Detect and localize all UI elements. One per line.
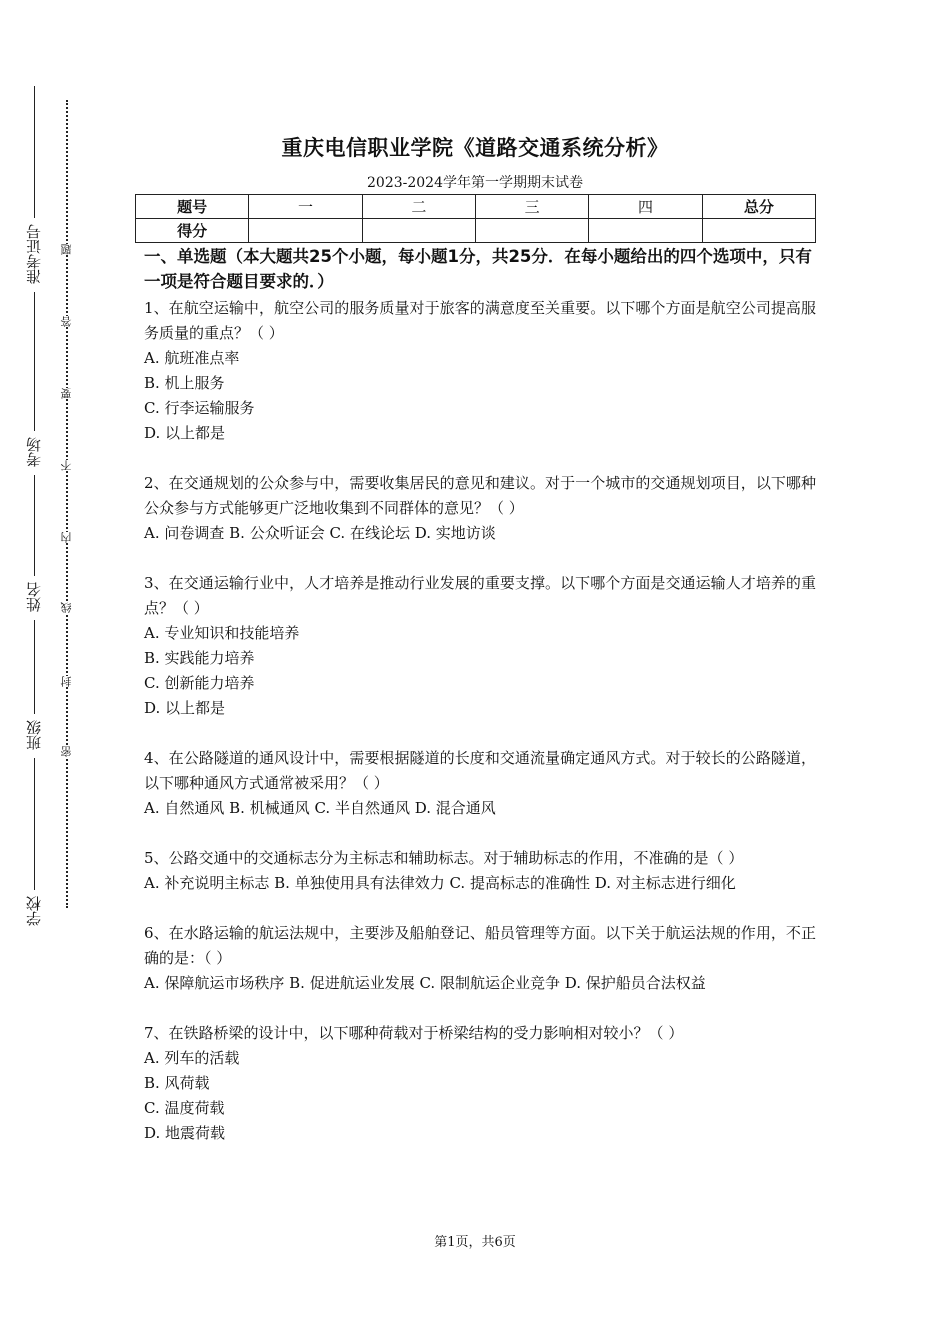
- exam-subtitle: 2023-2024学年第一学期期末试卷: [367, 175, 583, 191]
- question-item: [144, 296, 816, 446]
- score-cell[interactable]: [475, 219, 588, 243]
- question-option: A. 航班准点率: [144, 349, 240, 367]
- question-item: [144, 746, 816, 821]
- binding-field-class: [20, 620, 48, 750]
- question-option: A. 补充说明主标志 B. 单独使用具有法律效力 C. 提高标志的准确性 D. 对主标志进行细化: [144, 874, 736, 892]
- exam-title: 重庆电信职业学院《道路交通系统分析》: [281, 136, 669, 160]
- question-item: [144, 571, 816, 721]
- binding-field-name: [20, 475, 48, 612]
- binding-field-exam-room: [20, 292, 48, 467]
- binding-label: 学校: [24, 896, 43, 926]
- question-option: A. 保障航运市场秩序 B. 促进航运业发展 C. 限制航运企业竞争 D. 保护船员合法权益: [144, 974, 706, 992]
- question-stem: 5、公路交通中的交通标志分为主标志和辅助标志。对于辅助标志的作用，不准确的是（ ）: [144, 849, 744, 867]
- seal-char: 线: [60, 602, 73, 613]
- binding-line: [34, 758, 35, 890]
- question-item: [144, 846, 816, 896]
- score-table-score-row: [136, 219, 816, 243]
- score-header-cell: 二: [362, 195, 475, 219]
- question-stem: 3、在交通运输行业中，人才培养是推动行业发展的重要支撑。以下哪个方面是交通运输人才培养的重点？（ ）: [144, 574, 816, 617]
- question-option: B. 实践能力培养: [144, 649, 255, 667]
- question-stem: 6、在水路运输的航运法规中，主要涉及船舶登记、船员管理等方面。以下关于航运法规的作用，不正确的是：（ ）: [144, 924, 816, 967]
- question-stem: 4、在公路隧道的通风设计中，需要根据隧道的长度和交通流量确定通风方式。对于较长的公路隧道，以下哪种通风方式通常被采用？（ ）: [144, 749, 816, 792]
- exam-content: [144, 244, 816, 1171]
- seal-char: 题: [60, 244, 73, 255]
- question-option: D. 地震荷载: [144, 1124, 226, 1142]
- seal-char: 内: [60, 532, 73, 543]
- question-option: C. 行李运输服务: [144, 399, 255, 417]
- question-item: [144, 1021, 816, 1146]
- seal-char: 封: [60, 676, 73, 687]
- score-header-cell: 四: [589, 195, 702, 219]
- binding-line: [34, 620, 35, 714]
- section-title: 一、单选题（本大题共25个小题，每小题1分，共25分．在每小题给出的四个选项中，只有一项是符合题目要求的．）: [144, 247, 812, 291]
- score-header-cell: 总分: [702, 195, 815, 219]
- question-stem: 2、在交通规划的公众参与中，需要收集居民的意见和建议。对于一个城市的交通规划项目，以下哪种公众参与方式能够更广泛地收集到不同群体的意见？（ ）: [144, 474, 816, 517]
- seal-char: 密: [60, 746, 73, 757]
- question-option: A. 专业知识和技能培养: [144, 624, 300, 642]
- score-cell[interactable]: [589, 219, 702, 243]
- score-row-label: 得分: [136, 219, 249, 243]
- question-option: D. 以上都是: [144, 699, 226, 717]
- question-option: B. 风荷载: [144, 1074, 210, 1092]
- binding-line: [34, 475, 35, 576]
- seal-char: 要: [60, 388, 73, 399]
- question-option: C. 温度荷载: [144, 1099, 225, 1117]
- score-table-header-row: [136, 195, 816, 219]
- question-item: [144, 921, 816, 996]
- question-option: B. 机上服务: [144, 374, 225, 392]
- score-cell[interactable]: [362, 219, 475, 243]
- page-footer: 第1页，共6页: [434, 1235, 516, 1250]
- seal-dotted-line: [66, 100, 68, 908]
- score-header-cell: 一: [249, 195, 362, 219]
- question-item: [144, 471, 816, 546]
- score-header-cell: 题号: [136, 195, 249, 219]
- seal-char: 答: [60, 316, 73, 327]
- score-header-cell: 三: [475, 195, 588, 219]
- question-option: A. 自然通风 B. 机械通风 C. 半自然通风 D. 混合通风: [144, 799, 496, 817]
- question-option: A. 列车的活载: [144, 1049, 240, 1067]
- score-table: [135, 194, 816, 243]
- binding-label: 班级: [24, 720, 43, 750]
- question-option: D. 以上都是: [144, 424, 226, 442]
- score-cell[interactable]: [702, 219, 815, 243]
- question-stem: 1、在航空运输中，航空公司的服务质量对于旅客的满意度至关重要。以下哪个方面是航空公司提高服务质量的重点？（ ）: [144, 299, 816, 342]
- score-cell[interactable]: [249, 219, 362, 243]
- question-option: C. 创新能力培养: [144, 674, 255, 692]
- binding-field-school: [20, 758, 48, 926]
- question-option: A. 问卷调查 B. 公众听证会 C. 在线论坛 D. 实地访谈: [144, 524, 496, 542]
- binding-label: 考场: [24, 437, 43, 467]
- seal-char: 不: [60, 460, 73, 471]
- question-stem: 7、在铁路桥梁的设计中，以下哪种荷载对于桥梁结构的受力影响相对较小？（ ）: [144, 1024, 684, 1042]
- binding-line: [34, 292, 35, 431]
- binding-label: 准考证号: [24, 224, 43, 284]
- binding-label: 姓名: [24, 582, 43, 612]
